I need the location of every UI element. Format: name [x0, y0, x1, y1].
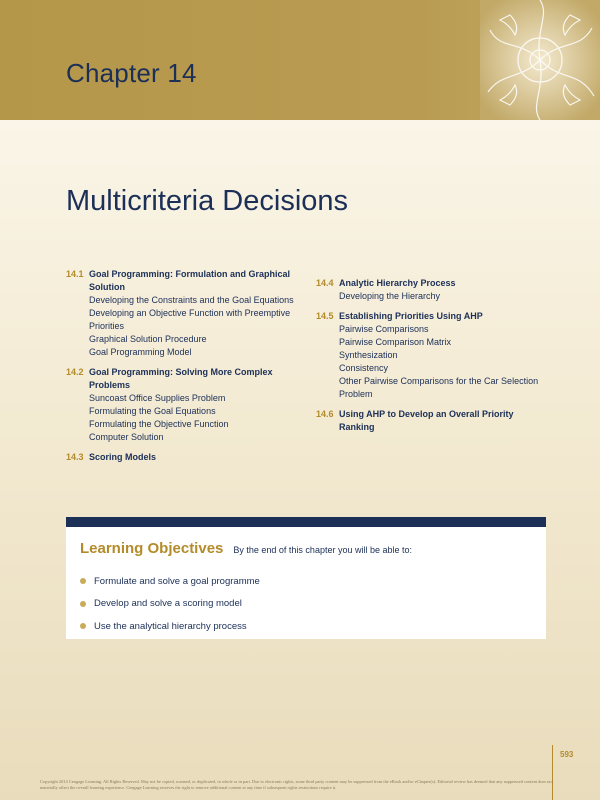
toc-section-number: 14.4 [316, 278, 334, 288]
bullet-icon [80, 578, 86, 584]
fractal-ornament-image [480, 0, 600, 120]
page-number-rule [552, 745, 553, 800]
toc-subsection: Other Pairwise Comparisons for the Car Selection Problem [339, 376, 539, 399]
toc-subsection: Formulating the Goal Equations [89, 406, 216, 416]
chapter-title: Multicriteria Decisions [66, 185, 349, 217]
toc-section-body [339, 277, 546, 303]
learning-objectives-list [80, 570, 260, 638]
toc-section [316, 310, 546, 401]
bullet-icon [80, 601, 86, 607]
toc-section-number: 14.1 [66, 269, 84, 279]
learning-objectives-title: Learning Objectives [80, 540, 224, 557]
toc-subsection: Developing the Constraints and the Goal Equations [89, 295, 294, 305]
toc-section-body [339, 408, 546, 434]
toc-section-title: Goal Programming: Solving More Complex Problems [89, 367, 273, 390]
toc-subsection: Pairwise Comparison Matrix [339, 337, 452, 347]
objective-text: Formulate and solve a goal programme [94, 575, 260, 587]
toc-subsection: Suncoast Office Supplies Problem [89, 393, 226, 403]
toc-left-column [66, 268, 306, 464]
chapter-header-band [0, 0, 600, 120]
chapter-label: Chapter 14 [66, 58, 197, 88]
toc-section-body [89, 268, 306, 359]
toc-subsection: Computer Solution [89, 432, 164, 442]
toc-section-title: Using AHP to Develop an Overall Priority Ranking [339, 409, 514, 432]
objective-text: Develop and solve a scoring model [94, 598, 242, 610]
toc-subsection: Synthesization [339, 350, 398, 360]
toc-section [66, 451, 306, 464]
toc-subsection: Formulating the Objective Function [89, 419, 229, 429]
toc-section [316, 408, 546, 434]
toc-section-number: 14.5 [316, 311, 334, 321]
toc-section-number: 14.2 [66, 367, 84, 377]
toc-section [66, 366, 306, 444]
toc-section-title: Analytic Hierarchy Process [339, 278, 456, 288]
toc-section-title: Scoring Models [89, 452, 157, 462]
toc-subsection: Developing an Objective Function with Preemptive Priorities [89, 308, 291, 331]
learning-objectives-header [80, 540, 412, 557]
learning-objectives-bar [66, 517, 546, 527]
toc-section-body [89, 366, 306, 444]
toc-subsection: Pairwise Comparisons [339, 324, 429, 334]
toc-subsection: Goal Programming Model [89, 347, 192, 357]
toc-section [316, 277, 546, 303]
objective-item [80, 570, 260, 593]
toc-subsection: Graphical Solution Procedure [89, 334, 207, 344]
toc-section [66, 268, 306, 359]
toc-section-title: Goal Programming: Formulation and Graphical Solution [89, 269, 291, 292]
toc-section-number: 14.6 [316, 409, 334, 419]
toc-section-title: Establishing Priorities Using AHP [339, 311, 483, 321]
toc-section-body [89, 451, 306, 464]
toc-subsection: Consistency [339, 363, 389, 373]
learning-objectives-box [66, 527, 546, 639]
objective-item [80, 615, 260, 638]
objective-item [80, 593, 260, 616]
bullet-icon [80, 623, 86, 629]
objective-text: Use the analytical hierarchy process [94, 620, 247, 632]
toc-section-body [339, 310, 546, 401]
toc-section-number: 14.3 [66, 452, 84, 462]
copyright-notice: Copyright 2014 Cengage Learning. All Rights Reserved. May not be copied, scanned, or duplicated, in whole or in part. Due to electronic rights, some third party content may be suppressed from the eBook and/or eChapter(s). Editorial review has deemed that any suppressed content does not materially affect the overall learning experience. Cengage Learning reserves the right to remove additional content at any time if subsequent rights restrictions require it. [40, 779, 553, 790]
toc-right-column [316, 277, 546, 434]
learning-objectives-intro: By the end of this chapter you will be able to: [233, 545, 412, 555]
page-number: 593 [560, 750, 574, 759]
toc-subsection: Developing the Hierarchy [339, 291, 441, 301]
